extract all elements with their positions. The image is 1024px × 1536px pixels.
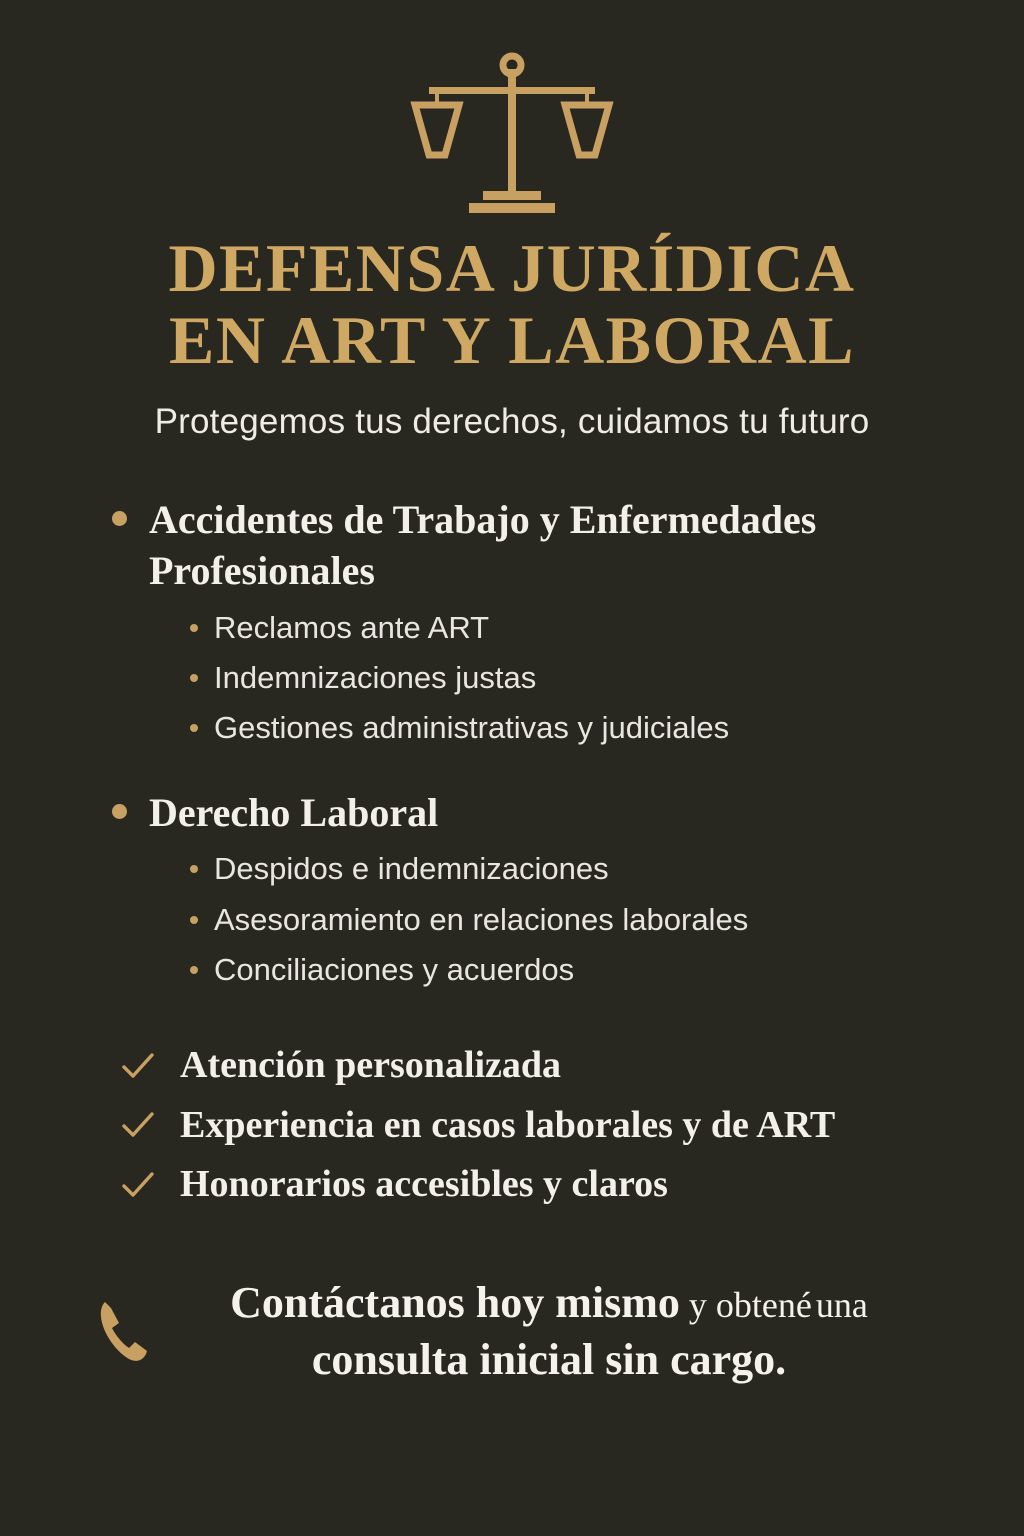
- bullet-dot-icon: [112, 804, 127, 819]
- benefit-label: Atención personalizada: [180, 1044, 562, 1087]
- title-line-2: EN ART Y LABORAL: [168, 302, 855, 379]
- cta-strong-2: consulta inicial sin cargo.: [311, 1335, 787, 1384]
- service-section: [112, 787, 984, 995]
- benefit-row: [120, 1162, 984, 1208]
- list-item: [190, 703, 984, 753]
- cta-text: [169, 1274, 929, 1388]
- scales-of-justice-icon: [407, 48, 617, 218]
- list-item-label: Indemnizaciones justas: [214, 659, 537, 695]
- benefit-row: [120, 1103, 984, 1149]
- sub-bullet-dot-icon: [190, 674, 198, 682]
- subtitle: Protegemos tus derechos, cuidamos tu futuro: [154, 402, 870, 442]
- call-to-action: [40, 1274, 984, 1388]
- bullet-dot-icon: [112, 511, 127, 526]
- list-item-label: Gestiones administrativas y judiciales: [214, 709, 730, 745]
- cta-light-2: una: [815, 1284, 868, 1325]
- list-item-label: Reclamos ante ART: [214, 609, 490, 645]
- list-item-label: Asesoramiento en relaciones laborales: [214, 901, 749, 937]
- list-item-label: Despidos e indemnizaciones: [214, 851, 609, 887]
- list-item: [190, 844, 984, 894]
- sub-bullet-dot-icon: [190, 966, 198, 974]
- service-item-list: [112, 844, 984, 995]
- service-sections: [40, 494, 984, 995]
- sub-bullet-dot-icon: [190, 916, 198, 924]
- check-icon: [120, 1048, 156, 1084]
- list-item: [190, 603, 984, 653]
- page-title: [168, 230, 856, 379]
- service-item-list: [112, 603, 984, 754]
- phone-icon: [95, 1296, 151, 1366]
- sub-bullet-dot-icon: [190, 724, 198, 732]
- benefits-list: [40, 1043, 984, 1222]
- service-section-header: [112, 787, 984, 838]
- list-item: [190, 653, 984, 703]
- check-icon: [120, 1107, 156, 1143]
- benefit-label: Experiencia en casos laborales y de ART: [180, 1103, 836, 1146]
- cta-light-1: y obtené: [679, 1284, 812, 1325]
- list-item: [190, 945, 984, 995]
- list-item: [190, 895, 984, 945]
- benefit-row: [120, 1043, 984, 1089]
- cta-strong-1: Contáctanos hoy mismo: [230, 1277, 680, 1327]
- service-section: [112, 494, 984, 753]
- sub-bullet-dot-icon: [190, 624, 198, 632]
- title-line-1: DEFENSA JURÍDICA: [168, 230, 856, 306]
- sub-bullet-dot-icon: [190, 865, 198, 873]
- check-icon: [120, 1167, 156, 1203]
- benefit-label: Honorarios accesibles y claros: [180, 1163, 668, 1206]
- service-title: Derecho Laboral: [149, 790, 439, 836]
- service-section-header: [112, 494, 984, 596]
- list-item-label: Conciliaciones y acuerdos: [214, 951, 575, 987]
- service-title: Accidentes de Trabajo y Enfermedades Profesionales: [149, 497, 817, 594]
